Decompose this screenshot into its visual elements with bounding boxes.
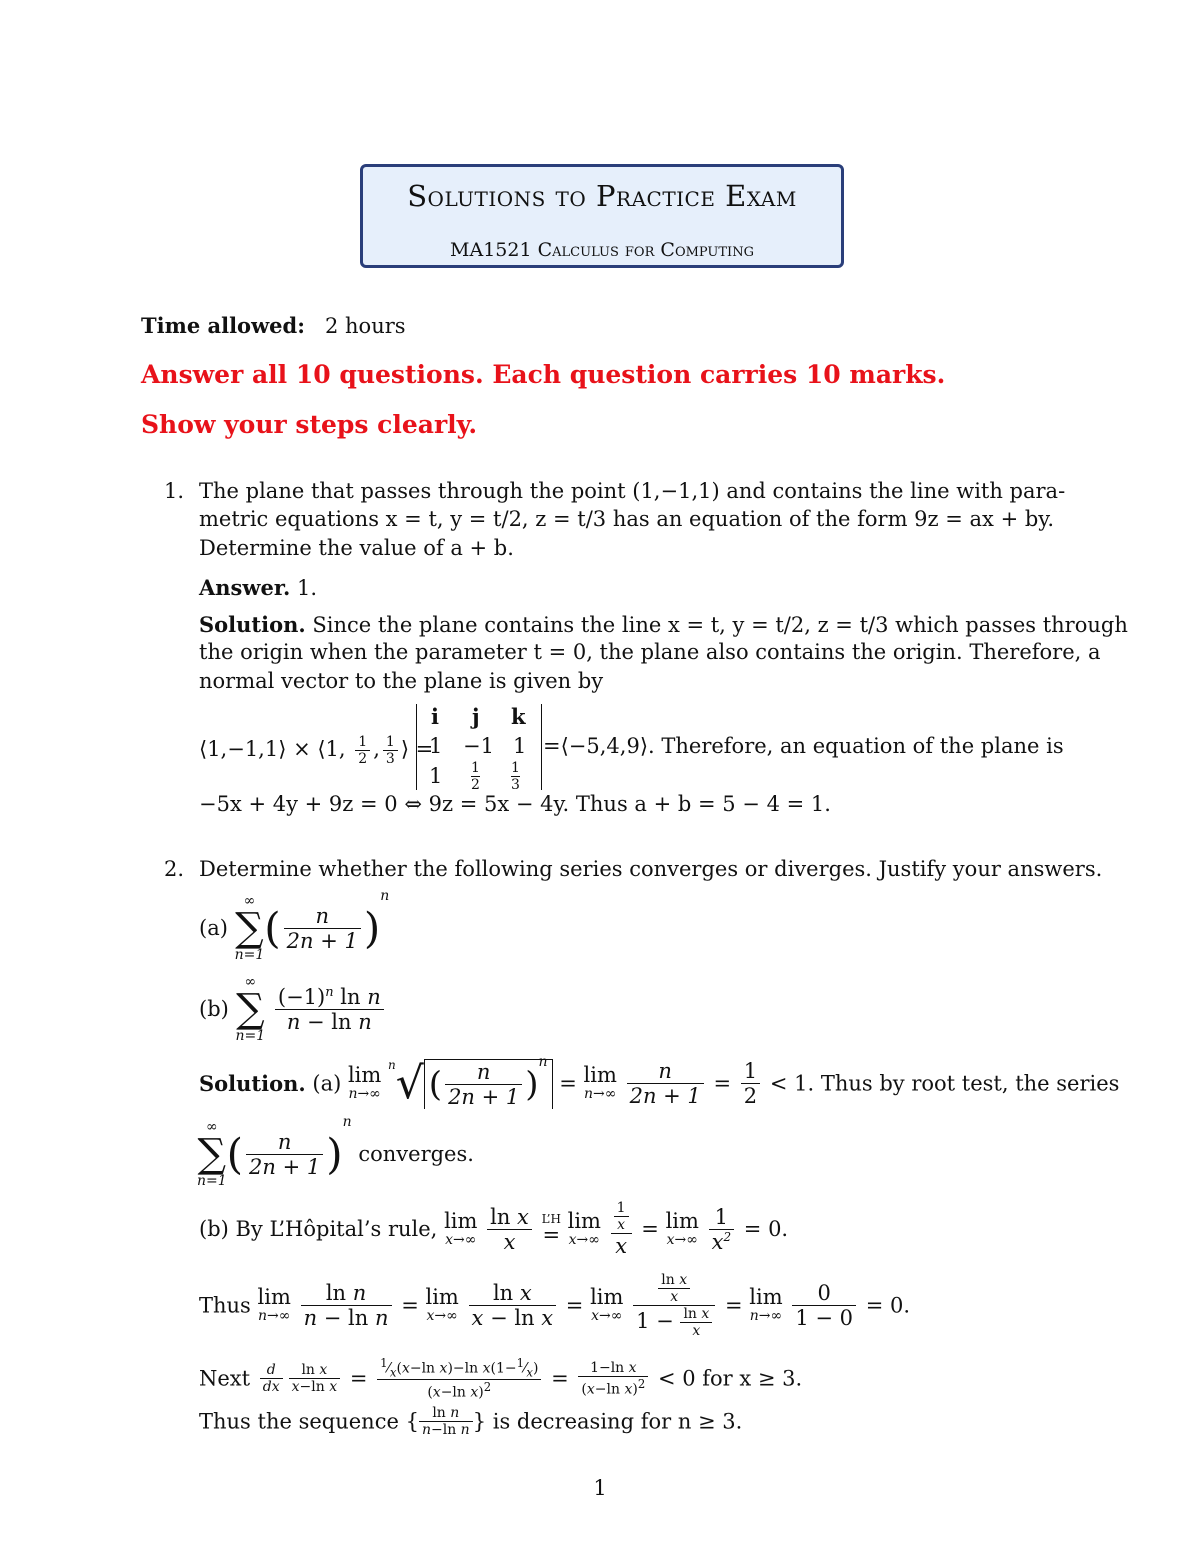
answer-label: Answer. [199,575,291,600]
q2-text: Determine whether the following series converges or diverges. Justify your answers. [199,857,1103,881]
q1-solution-line-3: normal vector to the plane is given by [199,669,604,693]
q2-part-a: (a) ∞ ∑ n=1 ( $\frac{n}{2n + 1}$ )$^n$ [199,888,390,963]
q1-solution-line-1 [199,612,1128,637]
determinant: i j k 1 −1 1 1 1 2 1 3 [416,704,542,790]
instruction-answer-all: Answer all 10 questions. Each question carries 10 marks. [141,360,946,389]
solution-label: Solution. [199,612,306,637]
time-value: 2 hours [324,314,406,338]
q2-solution-a: Solution. (a) lim n→∞ $^n$√ ( $\frac{n}{2n + 1}$ )$^n$ = lim n→∞ $\frac{n}{2n + 1}$ = $\frac{1}{2}$ < 1. Thus by root test, the series [199,1053,1120,1109]
title-box [360,164,844,268]
q1-text-line-3: Determine the value of a + b. [199,536,514,560]
q2-solution-b-derivative: Next $\frac{d}{dx}$ $\frac{\text{ln x}}{\text{x−ln x}}$ = $\frac{^1⁄_x(x-\ln x)-\ln x(1-^1⁄_x)}{(x-\ln x)^2}$ = $\frac{\text{1−ln x}}{(x-\ln x)^2}$ < 0 for x ≥ 3. [199,1356,803,1402]
q2-solution-a-conclusion: ∞ ∑ n=1 ( $\frac{n}{2n + 1}$ )$^n$ converges. [197,1114,474,1189]
q2-part-b: (b) ∞ ∑ n=1 $\frac{(-1)^n \ln n}{\text{n − ln n}}$ [199,975,387,1043]
q1-text-line-1: The plane that passes through the point (1,−1,1) and contains the line with para- [199,479,1066,503]
q1-final-line: −5x + 4y + 9z = 0 ⇔ 9z = 5x − 4y. Thus a + b = 5 − 4 = 1. [199,792,831,816]
cross-product-lhs: ⟨1,−1,1⟩ × ⟨1, $\frac{1}{2}$ , $\frac{1}{3}$ ⟩ = [199,734,434,767]
q1-answer [199,575,1059,600]
course-subtitle: MA1521 Calculus for Computing [450,239,754,261]
question-number-1: 1. [164,479,185,503]
q1-solution-line-2: the origin when the parameter t = 0, the plane also contains the origin. Therefore, a [199,640,1101,664]
answer-value: 1. [296,576,318,600]
document-title: Solutions to Practice Exam [407,179,797,213]
q2-solution-b-limit: Thus lim n→∞ $\frac{\text{ln n}}{\text{n − ln n}}$ = lim x→∞ $\frac{\text{ln x}}{\text{x − ln x}}$ = lim x→∞ $\frac{\text{ln x}}{x}$ 1 − $\frac{\text{ln x}}{x}$ = lim n→∞ $\frac{0}{1 - 0}$ = 0. [199,1272,911,1339]
time-allowed [141,313,406,338]
q2-solution-b-decreasing: Thus the sequence { $\frac{\text{ln n}}{\text{n−ln n}}$ } is decreasing for n ≥ 3. [199,1405,743,1438]
q2-solution-b-lhopital: (b) By L’Hôpital’s rule, lim x→∞ $\frac{\text{ln x}}{x}$ L’H = lim x→∞ $\frac{\frac{1}{x}}{x}$ = lim x→∞ $\frac{1}{x^2}$ = 0. [199,1200,789,1258]
instruction-show-steps: Show your steps clearly. [141,410,478,439]
solution-text: Since the plane contains the line x = t, y = t/2, z = t/3 which passes through [312,613,1128,637]
question-number-2: 2. [164,857,185,881]
page-number: 1 [593,1476,607,1500]
q1-text-line-2: metric equations x = t, y = t/2, z = t/3 has an equation of the form 9z = ax + by. [199,507,1055,531]
time-label: Time allowed: [141,313,305,338]
cross-product-result: =⟨−5,4,9⟩. Therefore, an equation of the plane is [543,734,1064,758]
